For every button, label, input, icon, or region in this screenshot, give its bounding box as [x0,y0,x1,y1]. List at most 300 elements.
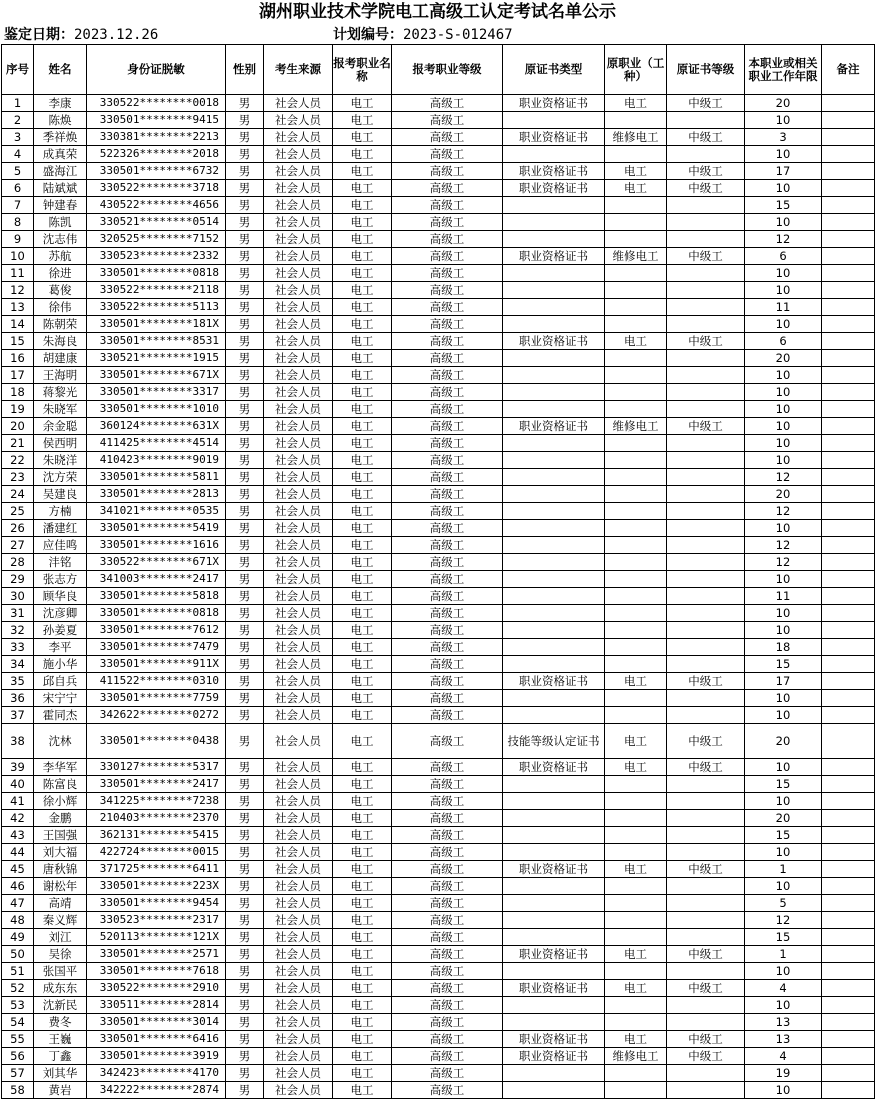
cell-id: 330523********2317 [87,912,226,929]
cell-level: 高级工 [392,844,503,861]
cell-cert-level [667,452,745,469]
cell-source: 社会人员 [264,588,333,605]
cell-cert-type [503,401,605,418]
cell-gender: 男 [226,997,264,1014]
table-row [2,639,875,656]
cell-occupation: 电工 [333,793,392,810]
table-row [2,554,875,571]
cell-id: 330501********7618 [87,963,226,980]
cell-source: 社会人员 [264,350,333,367]
cell-remark [822,486,875,503]
cell-id: 330501********5818 [87,588,226,605]
cell-cert-type [503,878,605,895]
cell-seq: 10 [2,248,34,265]
cell-seq: 24 [2,486,34,503]
cell-name: 李康 [34,95,87,112]
cell-id: 342622********0272 [87,707,226,724]
cell-cert-level [667,197,745,214]
cell-orig-occupation: 电工 [605,861,667,878]
cell-cert-level [667,997,745,1014]
cell-years: 12 [745,912,822,929]
cell-seq: 11 [2,265,34,282]
cell-seq: 8 [2,214,34,231]
cell-remark [822,793,875,810]
cell-source: 社会人员 [264,1065,333,1082]
cell-occupation: 电工 [333,946,392,963]
cell-orig-occupation [605,690,667,707]
cell-id: 330522********0018 [87,95,226,112]
cell-seq: 50 [2,946,34,963]
cell-cert-level [667,520,745,537]
cell-id: 330501********7479 [87,639,226,656]
table-row [2,1082,875,1099]
cell-orig-occupation [605,844,667,861]
cell-orig-occupation: 维修电工 [605,129,667,146]
cell-source: 社会人员 [264,401,333,418]
cell-remark [822,861,875,878]
header-col-level: 报考职业等级 [392,45,503,95]
cell-id: 341021********0535 [87,503,226,520]
cell-source: 社会人员 [264,146,333,163]
cell-source: 社会人员 [264,163,333,180]
cell-occupation: 电工 [333,844,392,861]
cell-source: 社会人员 [264,469,333,486]
cell-source: 社会人员 [264,95,333,112]
cell-years: 10 [745,878,822,895]
cell-name: 陈富良 [34,776,87,793]
cell-gender: 男 [226,1031,264,1048]
table-row [2,929,875,946]
cell-occupation: 电工 [333,571,392,588]
cell-id: 330501********5419 [87,520,226,537]
cell-cert-type [503,214,605,231]
date-value: 2023.12.26 [74,27,159,43]
cell-name: 沈志伟 [34,231,87,248]
cell-gender: 男 [226,1048,264,1065]
cell-level: 高级工 [392,1048,503,1065]
cell-orig-occupation [605,265,667,282]
cell-orig-occupation [605,810,667,827]
cell-name: 成真荣 [34,146,87,163]
cell-level: 高级工 [392,1014,503,1031]
cell-source: 社会人员 [264,265,333,282]
cell-remark [822,588,875,605]
cell-years: 10 [745,418,822,435]
cell-id: 330501********9415 [87,112,226,129]
cell-orig-occupation [605,554,667,571]
cell-remark [822,707,875,724]
cell-name: 刘江 [34,929,87,946]
cell-seq: 49 [2,929,34,946]
cell-gender: 男 [226,1082,264,1099]
cell-remark [822,1048,875,1065]
table-row [2,1065,875,1082]
cell-source: 社会人员 [264,384,333,401]
cell-seq: 18 [2,384,34,401]
cell-occupation: 电工 [333,1065,392,1082]
cell-cert-level: 中级工 [667,248,745,265]
cell-seq: 43 [2,827,34,844]
cell-cert-level [667,350,745,367]
cell-orig-occupation [605,707,667,724]
cell-remark [822,350,875,367]
cell-id: 371725********6411 [87,861,226,878]
cell-cert-type [503,997,605,1014]
cell-gender: 男 [226,316,264,333]
cell-gender: 男 [226,299,264,316]
cell-occupation: 电工 [333,367,392,384]
table-row [2,673,875,690]
cell-seq: 16 [2,350,34,367]
cell-id: 330501********7759 [87,690,226,707]
cell-gender: 男 [226,503,264,520]
cell-source: 社会人员 [264,248,333,265]
table-row [2,503,875,520]
cell-name: 丁鑫 [34,1048,87,1065]
cell-years: 4 [745,980,822,997]
cell-gender: 男 [226,912,264,929]
cell-occupation: 电工 [333,759,392,776]
cell-name: 费冬 [34,1014,87,1031]
cell-cert-level [667,963,745,980]
cell-cert-type [503,827,605,844]
cell-id: 410423********9019 [87,452,226,469]
cell-cert-level: 中级工 [667,724,745,759]
cell-level: 高级工 [392,95,503,112]
cell-occupation: 电工 [333,163,392,180]
cell-source: 社会人员 [264,793,333,810]
table-row [2,469,875,486]
cell-id: 330501********223X [87,878,226,895]
cell-gender: 男 [226,588,264,605]
cell-orig-occupation [605,367,667,384]
cell-years: 10 [745,963,822,980]
cell-source: 社会人员 [264,503,333,520]
cell-name: 王国强 [34,827,87,844]
table-row [2,520,875,537]
cell-cert-level [667,112,745,129]
cell-orig-occupation [605,895,667,912]
cell-occupation: 电工 [333,537,392,554]
cell-orig-occupation [605,469,667,486]
cell-cert-level [667,656,745,673]
cell-years: 12 [745,537,822,554]
table-row [2,878,875,895]
cell-gender: 男 [226,231,264,248]
cell-cert-level [667,316,745,333]
table-row [2,588,875,605]
cell-cert-type: 职业资格证书 [503,673,605,690]
cell-id: 330511********2814 [87,997,226,1014]
cell-level: 高级工 [392,639,503,656]
table-row [2,265,875,282]
cell-source: 社会人员 [264,129,333,146]
cell-cert-type [503,520,605,537]
cell-name: 李平 [34,639,87,656]
cell-remark [822,946,875,963]
cell-orig-occupation [605,197,667,214]
cell-gender: 男 [226,656,264,673]
cell-id: 330501********9454 [87,895,226,912]
plan-number [333,26,513,44]
cell-seq: 40 [2,776,34,793]
cell-id: 330381********2213 [87,129,226,146]
cell-cert-type [503,299,605,316]
cell-cert-type [503,656,605,673]
cell-years: 15 [745,929,822,946]
cell-cert-type [503,146,605,163]
cell-occupation: 电工 [333,554,392,571]
cell-name: 沈彦卿 [34,605,87,622]
cell-occupation: 电工 [333,1014,392,1031]
cell-seq: 32 [2,622,34,639]
cell-gender: 男 [226,776,264,793]
cell-level: 高级工 [392,810,503,827]
cell-level: 高级工 [392,401,503,418]
cell-gender: 男 [226,146,264,163]
table-row [2,316,875,333]
cell-cert-type: 职业资格证书 [503,95,605,112]
cell-source: 社会人员 [264,1014,333,1031]
cell-cert-type [503,1065,605,1082]
candidate-table [1,44,875,1099]
cell-level: 高级工 [392,333,503,350]
cell-gender: 男 [226,1065,264,1082]
cell-id: 330522********5113 [87,299,226,316]
cell-cert-type [503,605,605,622]
cell-name: 徐小辉 [34,793,87,810]
cell-id: 330501********0438 [87,724,226,759]
cell-orig-occupation [605,622,667,639]
cell-cert-type [503,844,605,861]
cell-name: 徐进 [34,265,87,282]
table-row [2,793,875,810]
cell-years: 12 [745,469,822,486]
cell-level: 高级工 [392,180,503,197]
cell-occupation: 电工 [333,639,392,656]
cell-seq: 6 [2,180,34,197]
cell-remark [822,503,875,520]
cell-seq: 52 [2,980,34,997]
cell-years: 10 [745,622,822,639]
cell-years: 10 [745,112,822,129]
cell-id: 522326********2018 [87,146,226,163]
cell-source: 社会人员 [264,1031,333,1048]
cell-cert-type: 职业资格证书 [503,163,605,180]
cell-source: 社会人员 [264,844,333,861]
cell-years: 10 [745,759,822,776]
cell-orig-occupation [605,793,667,810]
cell-level: 高级工 [392,776,503,793]
cell-seq: 57 [2,1065,34,1082]
cell-name: 朱晓洋 [34,452,87,469]
cell-level: 高级工 [392,418,503,435]
cell-source: 社会人员 [264,452,333,469]
cell-name: 秦义辉 [34,912,87,929]
cell-occupation: 电工 [333,452,392,469]
cell-cert-level [667,265,745,282]
cell-level: 高级工 [392,895,503,912]
cell-source: 社会人员 [264,980,333,997]
cell-occupation: 电工 [333,895,392,912]
table-row [2,912,875,929]
cell-seq: 35 [2,673,34,690]
cell-level: 高级工 [392,946,503,963]
cell-level: 高级工 [392,827,503,844]
header-col-gender: 性别 [226,45,264,95]
cell-id: 210403********2370 [87,810,226,827]
cell-name: 刘大福 [34,844,87,861]
cell-cert-type [503,707,605,724]
cell-cert-type: 职业资格证书 [503,248,605,265]
cell-remark [822,282,875,299]
cell-gender: 男 [226,486,264,503]
cell-cert-level [667,146,745,163]
cell-source: 社会人员 [264,724,333,759]
cell-cert-type: 职业资格证书 [503,1031,605,1048]
cell-seq: 55 [2,1031,34,1048]
cell-cert-level [667,639,745,656]
cell-orig-occupation: 维修电工 [605,418,667,435]
cell-remark [822,316,875,333]
table-row [2,367,875,384]
cell-id: 341225********7238 [87,793,226,810]
cell-name: 施小华 [34,656,87,673]
cell-level: 高级工 [392,435,503,452]
table-row [2,112,875,129]
table-row [2,384,875,401]
cell-occupation: 电工 [333,673,392,690]
cell-cert-type [503,776,605,793]
cell-years: 10 [745,707,822,724]
cell-seq: 21 [2,435,34,452]
cell-cert-type [503,503,605,520]
cell-cert-type [503,588,605,605]
cell-remark [822,384,875,401]
cell-orig-occupation [605,997,667,1014]
cell-cert-type [503,452,605,469]
cell-seq: 27 [2,537,34,554]
cell-seq: 26 [2,520,34,537]
cell-gender: 男 [226,827,264,844]
table-row [2,486,875,503]
cell-orig-occupation [605,112,667,129]
table-row [2,95,875,112]
cell-years: 10 [745,1082,822,1099]
cell-seq: 5 [2,163,34,180]
cell-cert-level: 中级工 [667,129,745,146]
table-row [2,571,875,588]
cell-level: 高级工 [392,878,503,895]
cell-name: 徐伟 [34,299,87,316]
cell-seq: 14 [2,316,34,333]
cell-name: 陈朝荣 [34,316,87,333]
cell-occupation: 电工 [333,129,392,146]
cell-level: 高级工 [392,588,503,605]
cell-id: 341003********2417 [87,571,226,588]
cell-years: 20 [745,486,822,503]
cell-seq: 31 [2,605,34,622]
cell-seq: 38 [2,724,34,759]
cell-orig-occupation [605,214,667,231]
cell-cert-level: 中级工 [667,861,745,878]
cell-source: 社会人员 [264,690,333,707]
cell-level: 高级工 [392,129,503,146]
cell-cert-type [503,554,605,571]
table-row [2,656,875,673]
cell-remark [822,827,875,844]
cell-name: 余金聪 [34,418,87,435]
cell-name: 成东东 [34,980,87,997]
cell-cert-type [503,571,605,588]
table-row [2,759,875,776]
cell-orig-occupation [605,537,667,554]
cell-name: 李华军 [34,759,87,776]
cell-cert-level [667,827,745,844]
cell-source: 社会人员 [264,622,333,639]
cell-cert-level [667,571,745,588]
cell-level: 高级工 [392,452,503,469]
header-col-seq: 序号 [2,45,34,95]
cell-id: 430522********4656 [87,197,226,214]
cell-id: 330521********1915 [87,350,226,367]
cell-occupation: 电工 [333,503,392,520]
cell-source: 社会人员 [264,520,333,537]
cell-cert-level [667,810,745,827]
cell-remark [822,844,875,861]
cell-gender: 男 [226,197,264,214]
table-row [2,1048,875,1065]
appraisal-date [4,26,158,44]
table-row [2,231,875,248]
cell-level: 高级工 [392,248,503,265]
cell-gender: 男 [226,622,264,639]
cell-years: 10 [745,384,822,401]
cell-orig-occupation [605,912,667,929]
cell-orig-occupation [605,1065,667,1082]
cell-years: 12 [745,554,822,571]
cell-level: 高级工 [392,997,503,1014]
table-row [2,452,875,469]
cell-cert-type: 职业资格证书 [503,180,605,197]
cell-occupation: 电工 [333,350,392,367]
cell-remark [822,980,875,997]
cell-years: 10 [745,452,822,469]
cell-occupation: 电工 [333,214,392,231]
table-row [2,146,875,163]
cell-years: 17 [745,163,822,180]
cell-id: 330501********8531 [87,333,226,350]
cell-level: 高级工 [392,605,503,622]
cell-orig-occupation [605,435,667,452]
cell-years: 10 [745,401,822,418]
cell-remark [822,112,875,129]
cell-name: 张志方 [34,571,87,588]
cell-name: 孙姜夏 [34,622,87,639]
cell-gender: 男 [226,929,264,946]
cell-occupation: 电工 [333,401,392,418]
cell-cert-level: 中级工 [667,1031,745,1048]
cell-orig-occupation: 电工 [605,163,667,180]
cell-source: 社会人员 [264,929,333,946]
cell-occupation: 电工 [333,997,392,1014]
cell-orig-occupation [605,929,667,946]
cell-cert-level [667,537,745,554]
cell-source: 社会人员 [264,214,333,231]
cell-remark [822,810,875,827]
cell-years: 15 [745,197,822,214]
cell-seq: 34 [2,656,34,673]
